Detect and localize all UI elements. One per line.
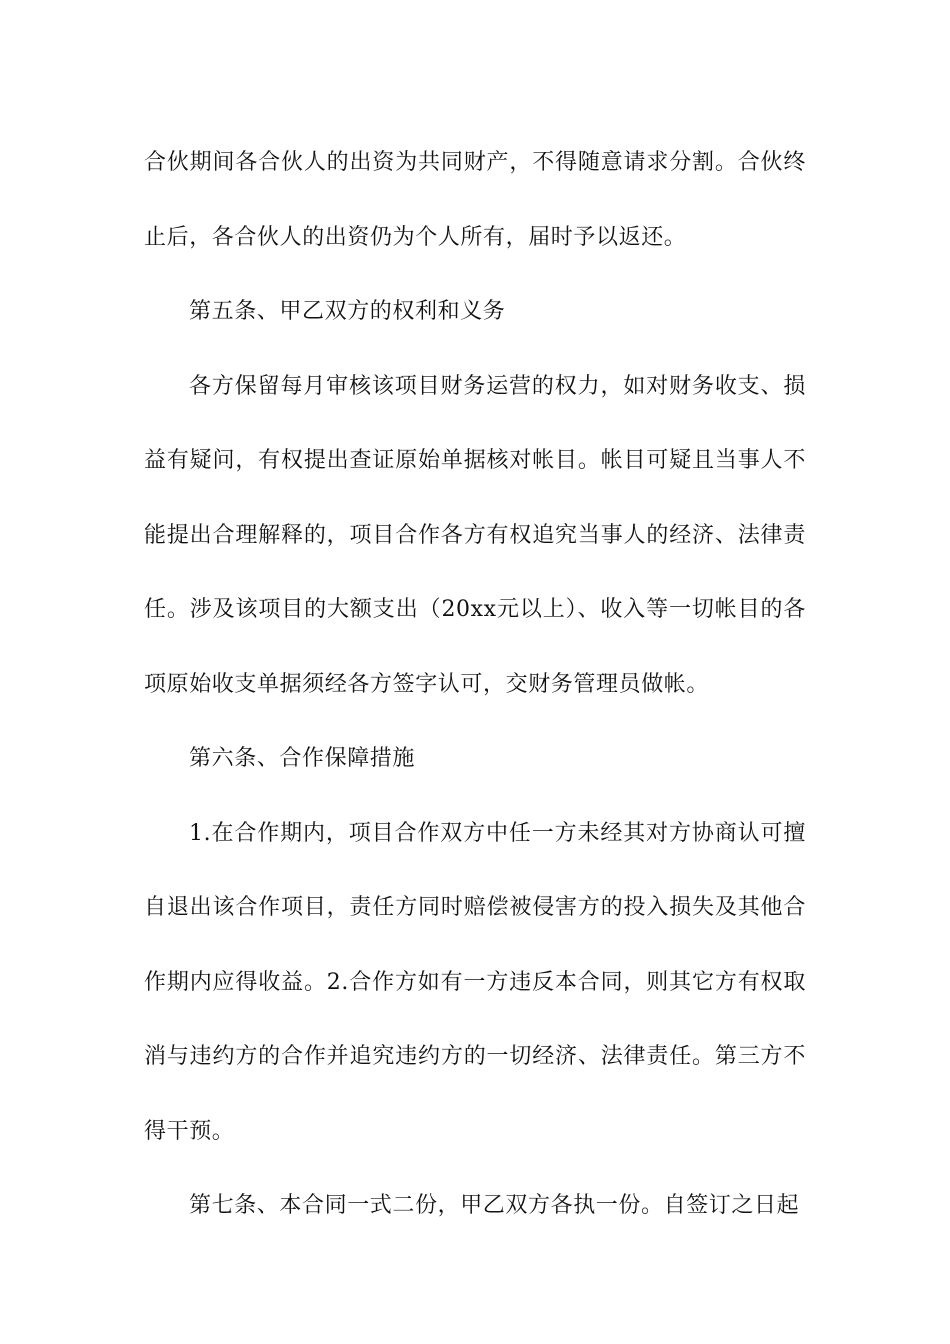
paragraph-partnership-capital: 合伙期间各合伙人的出资为共同财产，不得随意请求分割。合伙终止后，各合伙人的出资仍为个人所有，届时予以返还。 [144, 150, 806, 250]
heading-article-6: 第六条、合作保障措施 [189, 746, 416, 771]
paragraph-guarantee-measures: 1.在合作期内，项目合作双方中任一方未经其对方协商认可擅自退出该合作项目，责任方同时赔偿被侵害方的投入损失及其他合作期内应得收益。2.合作方如有一方违反本合同，则其它方有权取消与违约方的合作并追究违约方的一切经济、法律责任。第三方不得干预。 [144, 820, 806, 1144]
paragraph-rights-obligations: 各方保留每月审核该项目财务运营的权力，如对财务收支、损益有疑问，有权提出查证原始单据核对帐目。帐目可疑且当事人不能提出合理解释的，项目合作各方有权追究当事人的经济、法律责任。涉及该项目的大额支出（20xx元以上）、收入等一切帐目的各项原始收支单据须经各方签字认可，交财务管理员做帐。 [144, 373, 806, 697]
paragraph-article-7: 第七条、本合同一式二份，甲乙双方各执一份。自签订之日起 [189, 1193, 800, 1218]
document-body [144, 126, 806, 1244]
heading-article-5: 第五条、甲乙双方的权利和义务 [189, 299, 506, 324]
